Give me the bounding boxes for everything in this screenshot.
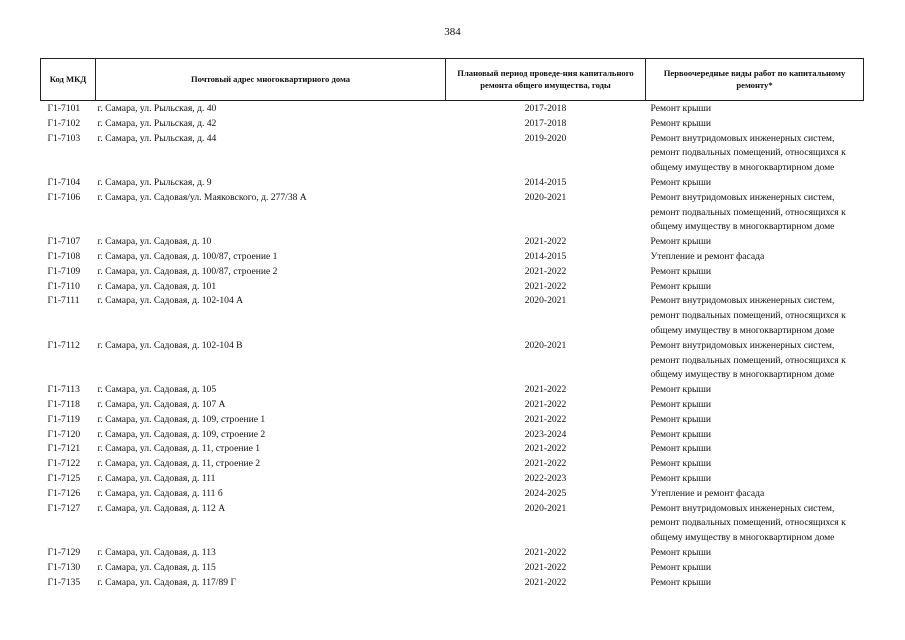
row-code: Г1-7118 (47, 398, 80, 410)
row-period: 2020-2021 (524, 191, 567, 203)
table-row (41, 191, 864, 235)
capital-repair-table (40, 58, 864, 590)
row-period: 2017-2018 (524, 117, 567, 129)
table-row (41, 250, 864, 265)
row-works: Ремонт крыши (650, 265, 711, 277)
table-row (41, 235, 864, 250)
row-address: г. Самара, ул. Садовая, д. 107 А (97, 398, 226, 410)
row-period: 2014-2015 (524, 250, 567, 262)
row-address: г. Самара, ул. Садовая, д. 109, строение 1 (97, 413, 266, 425)
row-works: Ремонт крыши (650, 472, 711, 484)
row-code: Г1-7101 (47, 103, 81, 114)
table-row (41, 487, 864, 502)
row-works: Ремонт внутридомовых инженерных систем, ремонт подвальных помещений, относящихся к общему имуществу в многоквартирном доме (650, 295, 846, 336)
row-address: г. Самара, ул. Садовая, д. 111 (97, 472, 216, 484)
table-body (41, 101, 864, 591)
row-period: 2021-2022 (524, 576, 567, 588)
row-address: г. Самара, ул. Садовая, д. 115 (97, 561, 216, 573)
row-code: Г1-7109 (47, 265, 81, 277)
row-period: 2020-2021 (524, 295, 567, 307)
table-row (41, 176, 864, 191)
row-code: Г1-7121 (47, 443, 81, 455)
table-row (41, 472, 864, 487)
row-works: Ремонт крыши (650, 236, 711, 248)
row-period: 2017-2018 (524, 103, 567, 114)
table-row (41, 576, 864, 591)
row-address: г. Самара, ул. Рыльская, д. 40 (97, 103, 217, 114)
row-works: Ремонт крыши (650, 398, 711, 410)
row-address: г. Самара, ул. Рыльская, д. 9 (97, 176, 212, 188)
row-period: 2021-2022 (524, 546, 567, 558)
table-row (41, 442, 864, 457)
row-code: Г1-7130 (47, 561, 81, 573)
table-row (41, 101, 864, 117)
row-period: 2021-2022 (524, 280, 567, 292)
table-row (41, 413, 864, 428)
row-period: 2021-2022 (524, 265, 567, 277)
row-period: 2014-2015 (524, 176, 567, 188)
table-row (41, 132, 864, 176)
table-row (41, 265, 864, 280)
row-works: Ремонт крыши (650, 561, 711, 573)
row-address: г. Самара, ул. Садовая, д. 105 (97, 384, 217, 396)
page-number: 384 (444, 26, 461, 38)
row-works: Ремонт внутридомовых инженерных систем, ремонт подвальных помещений, относящихся к общему имуществу в многоквартирном доме (650, 191, 846, 233)
table-row (41, 339, 864, 383)
row-code: Г1-7129 (47, 546, 81, 558)
row-code: Г1-7104 (47, 176, 81, 188)
row-works: Ремонт крыши (650, 280, 711, 292)
row-address: г. Самара, ул. Садовая, д. 11, строение 1 (97, 443, 261, 455)
row-code: Г1-7125 (47, 472, 81, 484)
row-code: Г1-7103 (47, 132, 81, 144)
row-works: Ремонт внутридомовых инженерных систем, ремонт подвальных помещений, относящихся к общему имуществу в многоквартирном доме (650, 339, 846, 381)
row-code: Г1-7106 (47, 191, 81, 203)
row-code: Г1-7120 (47, 428, 81, 440)
table-row (41, 117, 864, 132)
row-code: Г1-7102 (47, 117, 81, 129)
header-address: Почтовый адрес многоквартирного дома (96, 59, 446, 101)
header-code: Код МКД (41, 59, 96, 101)
row-period: 2021-2022 (524, 561, 567, 573)
row-code: Г1-7127 (47, 502, 81, 514)
table-header-row (41, 59, 864, 101)
table-row (41, 294, 864, 338)
header-period: Плановый период проведе-ния капитального ремонта общего имущества, годы (446, 59, 646, 101)
row-address: г. Самара, ул. Садовая, д. 100/87, строение 1 (97, 250, 278, 262)
row-address: г. Самара, ул. Садовая, д. 112 А (97, 502, 226, 514)
row-address: г. Самара, ул. Садовая, д. 113 (97, 546, 216, 558)
row-works: Ремонт крыши (650, 458, 711, 470)
row-period: 2021-2022 (524, 458, 567, 470)
row-address: г. Самара, ул. Садовая, д. 111 б (97, 487, 223, 499)
row-works: Ремонт крыши (650, 103, 711, 114)
row-works: Утепление и ремонт фасада (650, 487, 765, 499)
row-address: г. Самара, ул. Садовая, д. 109, строение 2 (97, 428, 266, 440)
row-address: г. Самара, ул. Садовая/ул. Маяковского, д. 277/38 А (97, 191, 307, 203)
header-works: Первоочередные виды работ по капитальному ремонту* (646, 59, 864, 101)
row-works: Утепление и ремонт фасада (650, 250, 765, 262)
row-works: Ремонт крыши (650, 443, 711, 455)
table-row (41, 546, 864, 561)
row-works: Ремонт крыши (650, 413, 711, 425)
row-code: Г1-7135 (47, 576, 81, 588)
row-code: Г1-7113 (47, 384, 80, 396)
row-address: г. Самара, ул. Садовая, д. 100/87, строение 2 (97, 265, 278, 277)
table-row (41, 428, 864, 443)
row-code: Г1-7110 (47, 280, 80, 292)
row-period: 2019-2020 (524, 132, 567, 144)
row-works: Ремонт крыши (650, 428, 711, 440)
row-period: 2022-2023 (524, 472, 567, 484)
row-period: 2024-2025 (524, 487, 567, 499)
table-row (41, 457, 864, 472)
row-code: Г1-7119 (47, 413, 80, 425)
row-period: 2021-2022 (524, 384, 567, 396)
row-period: 2020-2021 (524, 339, 567, 351)
row-address: г. Самара, ул. Рыльская, д. 44 (97, 132, 217, 144)
row-period: 2021-2022 (524, 413, 567, 425)
row-period: 2021-2022 (524, 398, 567, 410)
row-address: г. Самара, ул. Садовая, д. 10 (97, 236, 212, 248)
row-address: г. Самара, ул. Садовая, д. 102-104 В (97, 339, 243, 351)
row-address: г. Самара, ул. Садовая, д. 101 (97, 280, 217, 292)
row-code: Г1-7112 (47, 339, 80, 351)
row-period: 2021-2022 (524, 236, 567, 248)
row-works: Ремонт крыши (650, 176, 711, 188)
row-code: Г1-7108 (47, 250, 81, 262)
row-works: Ремонт внутридомовых инженерных систем, ремонт подвальных помещений, относящихся к общему имуществу в многоквартирном доме (650, 502, 846, 544)
table-row (41, 502, 864, 546)
row-works: Ремонт крыши (650, 576, 711, 588)
table-row (41, 383, 864, 398)
row-works: Ремонт крыши (650, 546, 711, 558)
row-works: Ремонт крыши (650, 384, 711, 396)
row-period: 2023-2024 (524, 428, 567, 440)
row-address: г. Самара, ул. Садовая, д. 117/89 Г (97, 576, 237, 588)
row-code: Г1-7107 (47, 236, 81, 248)
row-address: г. Самара, ул. Садовая, д. 102-104 А (97, 295, 244, 307)
row-address: г. Самара, ул. Садовая, д. 11, строение 2 (97, 458, 261, 470)
row-works: Ремонт крыши (650, 117, 711, 129)
row-code: Г1-7126 (47, 487, 81, 499)
table-row (41, 280, 864, 295)
table-row (41, 398, 864, 413)
row-works: Ремонт внутридомовых инженерных систем, ремонт подвальных помещений, относящихся к общему имуществу в многоквартирном доме (650, 132, 846, 174)
row-period: 2021-2022 (524, 443, 567, 455)
row-address: г. Самара, ул. Рыльская, д. 42 (97, 117, 217, 129)
row-period: 2020-2021 (524, 502, 567, 514)
row-code: Г1-7122 (47, 458, 81, 470)
row-code: Г1-7111 (47, 295, 80, 307)
table-row (41, 561, 864, 576)
